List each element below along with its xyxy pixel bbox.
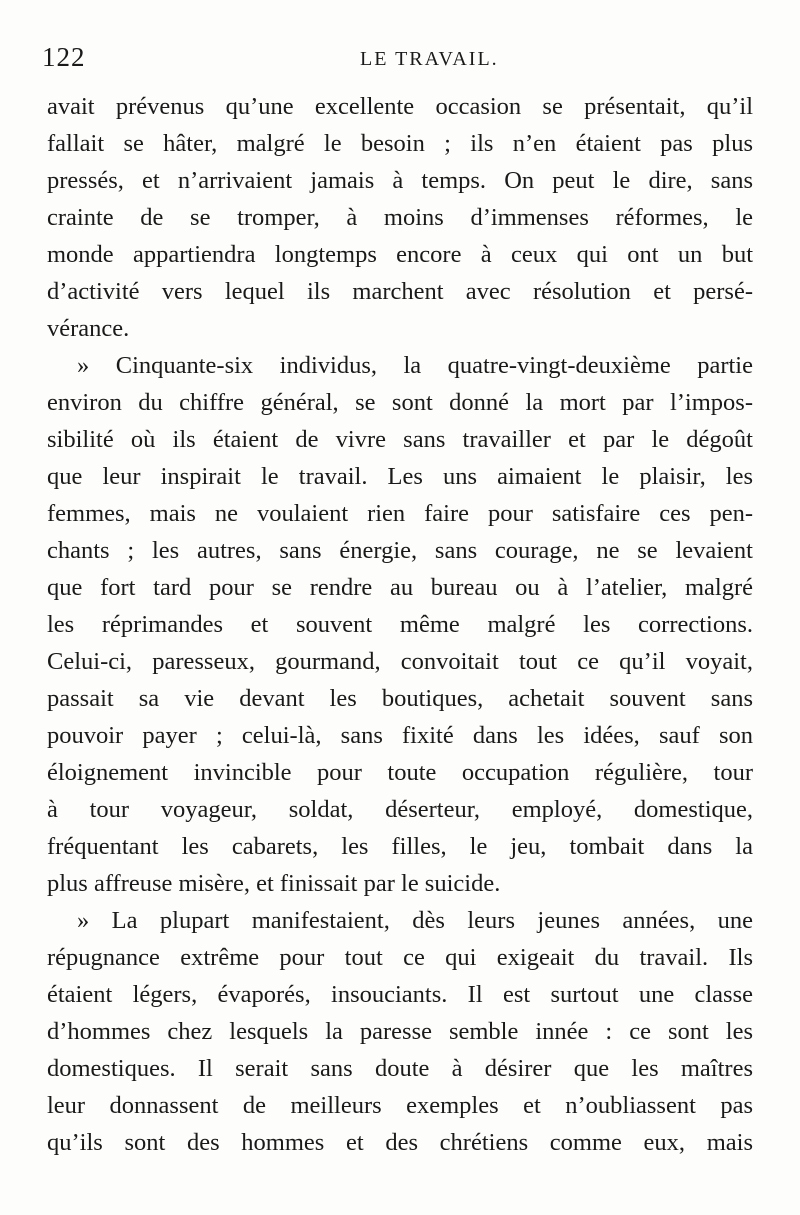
text-line: éloignement invincible pour toute occupation régulière, tour [47, 759, 753, 786]
text-line: pressés, et n’arrivaient jamais à temps. On peut le dire, sans [47, 167, 753, 194]
text-line: » La plupart manifestaient, dès leurs jeunes années, une [77, 907, 753, 934]
text-line: qu’ils sont des hommes et des chrétiens comme eux, mais [47, 1129, 753, 1156]
text-line: » Cinquante-six individus, la quatre-vingt-deuxième partie [77, 352, 753, 379]
text-line: répugnance extrême pour tout ce qui exigeait du travail. Ils [47, 944, 753, 971]
text-line: que leur inspirait le travail. Les uns aimaient le plaisir, les [47, 463, 753, 490]
text-line: d’hommes chez lesquels la paresse semble innée : ce sont les [47, 1018, 753, 1045]
text-line: chants ; les autres, sans énergie, sans courage, ne se levaient [47, 537, 753, 564]
text-line: sibilité où ils étaient de vivre sans travailler et par le dégoût [47, 426, 753, 453]
text-line: plus affreuse misère, et finissait par le suicide. [47, 870, 501, 897]
text-line: Celui-ci, paresseux, gourmand, convoitait tout ce qu’il voyait, [47, 648, 753, 675]
text-line: crainte de se tromper, à moins d’immenses réformes, le [47, 204, 753, 231]
text-line: domestiques. Il serait sans doute à désirer que les maîtres [47, 1055, 753, 1082]
text-line: passait sa vie devant les boutiques, achetait souvent sans [47, 685, 753, 712]
text-line: les réprimandes et souvent même malgré les corrections. [47, 611, 753, 638]
text-line: fréquentant les cabarets, les filles, le jeu, tombait dans la [47, 833, 753, 860]
running-title: LE TRAVAIL. [360, 48, 499, 70]
text-line: fallait se hâter, malgré le besoin ; ils n’en étaient pas plus [47, 130, 753, 157]
text-line: vérance. [47, 315, 130, 342]
text-line: monde appartiendra longtemps encore à ceux qui ont un but [47, 241, 753, 268]
text-line: avait prévenus qu’une excellente occasion se présentait, qu’il [47, 93, 753, 120]
body-text [47, 88, 753, 1161]
text-line: que fort tard pour se rendre au bureau ou à l’atelier, malgré [47, 574, 753, 601]
text-line: femmes, mais ne voulaient rien faire pour satisfaire ces pen- [47, 500, 753, 527]
text-line: étaient légers, évaporés, insouciants. Il est surtout une classe [47, 981, 753, 1008]
text-line: d’activité vers lequel ils marchent avec résolution et persé- [47, 278, 753, 305]
text-line: pouvoir payer ; celui-là, sans fixité dans les idées, sauf son [47, 722, 753, 749]
page-number: 122 [42, 42, 86, 72]
page-header [42, 40, 758, 80]
text-line: environ du chiffre général, se sont donné la mort par l’impos- [47, 389, 753, 416]
text-line: à tour voyageur, soldat, déserteur, employé, domestique, [47, 796, 753, 823]
text-line: leur donnassent de meilleurs exemples et n’oubliassent pas [47, 1092, 753, 1119]
